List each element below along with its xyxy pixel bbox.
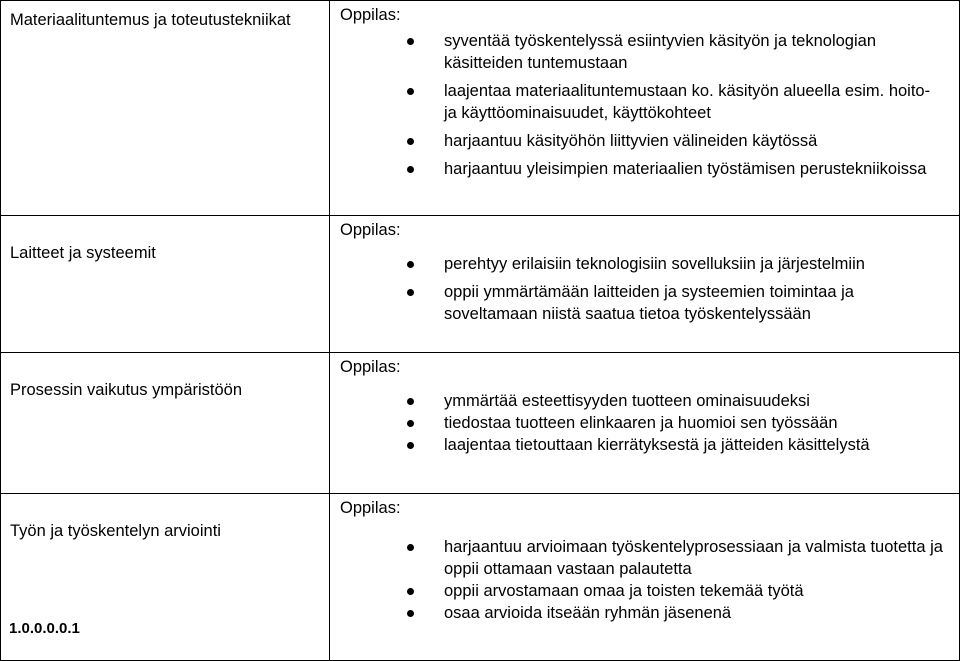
- section-heading: Oppilas:: [340, 221, 401, 239]
- bullet-icon: [407, 420, 414, 427]
- bullet-icon: [407, 610, 414, 617]
- table-row: [1, 1, 960, 216]
- table-row: [1, 216, 960, 353]
- list-item: harjaantuu yleisimpien materiaalien työstämisen perustekniikoissa: [444, 158, 947, 180]
- topic-label: Laitteet ja systeemit: [10, 244, 156, 262]
- bullet-icon: [407, 544, 414, 551]
- topic-label: Prosessin vaikutus ympäristöön: [10, 381, 243, 399]
- list-item: harjaantuu käsityöhön liittyvien välineiden käytössä: [444, 130, 947, 152]
- list-item: laajentaa materiaalituntemustaan ko. käsityön alueella esim. hoito- ja käyttöominaisuudet, käyttökohteet: [444, 80, 947, 124]
- list-item: perehtyy erilaisiin teknologisiin sovelluksiin ja järjestelmiin: [444, 253, 947, 275]
- bullet-list: [340, 30, 947, 180]
- bullet-icon: [407, 398, 414, 405]
- bullet-list: [340, 390, 947, 456]
- topic-label: Työn ja työskentelyn arviointi: [10, 522, 221, 540]
- content-cell: [330, 353, 960, 494]
- list-item: oppii arvostamaan omaa ja toisten tekemää työtä: [444, 580, 947, 602]
- topic-cell: [1, 1, 330, 216]
- list-item: oppii ymmärtämään laitteiden ja systeemien toimintaa ja soveltamaan niistä saatua tietoa työskentelyssään: [444, 281, 947, 325]
- topic-cell: [1, 353, 330, 494]
- bullet-icon: [407, 38, 414, 45]
- bullet-icon: [407, 588, 414, 595]
- bullet-list: [340, 536, 947, 624]
- bullet-icon: [407, 442, 414, 449]
- table-row: [1, 494, 960, 661]
- section-heading: Oppilas:: [340, 6, 401, 24]
- bullet-icon: [407, 166, 414, 173]
- bullet-icon: [407, 138, 414, 145]
- page-number: 1.0.0.0.0.1: [9, 620, 80, 637]
- bullet-icon: [407, 261, 414, 268]
- list-item: syventää työskentelyssä esiintyvien käsityön ja teknologian käsitteiden tuntemustaan: [444, 30, 947, 74]
- list-item: osaa arvioida itseään ryhmän jäsenenä: [444, 602, 947, 624]
- content-cell: [330, 494, 960, 661]
- section-heading: Oppilas:: [340, 499, 401, 517]
- content-cell: [330, 1, 960, 216]
- bullet-icon: [407, 88, 414, 95]
- list-item: laajentaa tietouttaan kierrätyksestä ja jätteiden käsittelystä: [444, 434, 947, 456]
- content-cell: [330, 216, 960, 353]
- list-item: harjaantuu arvioimaan työskentelyprosessiaan ja valmista tuotetta ja oppii ottamaan vastaan palautetta: [444, 536, 947, 580]
- topic-cell: [1, 216, 330, 353]
- section-heading: Oppilas:: [340, 358, 401, 376]
- bullet-list: [340, 253, 947, 325]
- table-row: [1, 353, 960, 494]
- topic-label: Materiaalituntemus ja toteutustekniikat: [10, 11, 291, 29]
- list-item: tiedostaa tuotteen elinkaaren ja huomioi sen työssään: [444, 412, 947, 434]
- bullet-icon: [407, 289, 414, 296]
- list-item: ymmärtää esteettisyyden tuotteen ominaisuudeksi: [444, 390, 947, 412]
